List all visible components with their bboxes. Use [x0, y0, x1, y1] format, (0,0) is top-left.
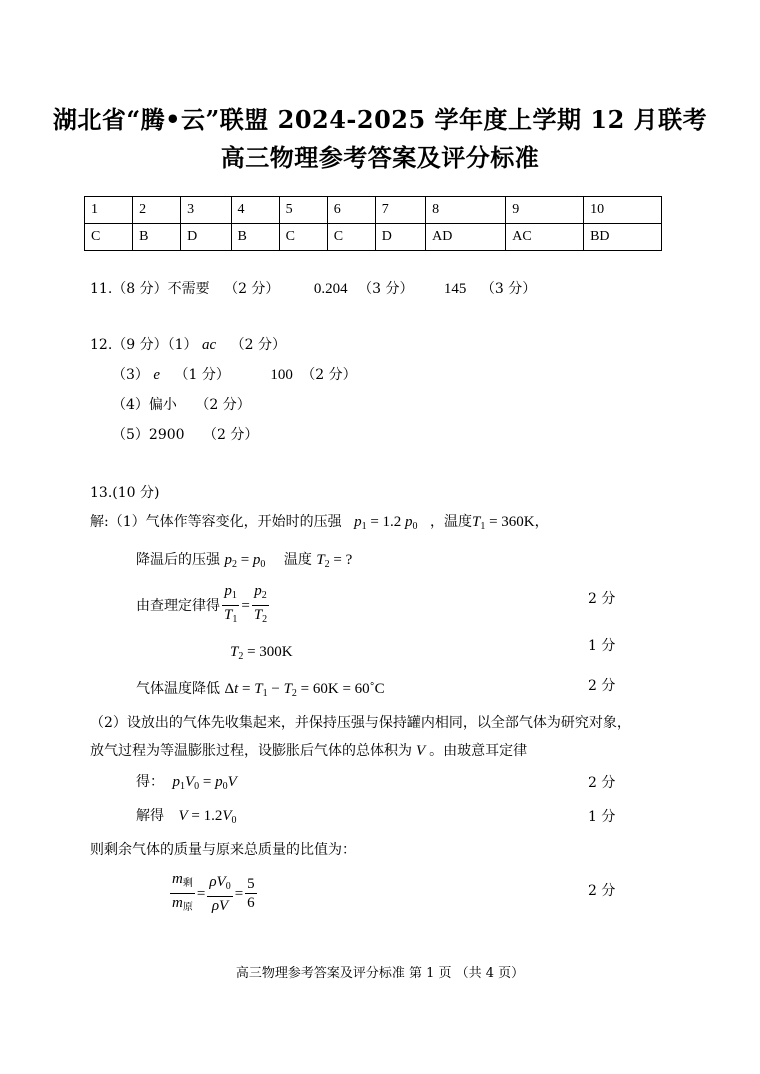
- q13-line-1-end: ，: [534, 514, 549, 530]
- answer-table-number-cell: 8: [426, 197, 506, 224]
- answer-table-number-cell: 4: [231, 197, 279, 224]
- q13-score-7: 1 分: [588, 809, 616, 825]
- q13-score-5: 2 分: [588, 678, 616, 694]
- q13-line-1: [90, 512, 549, 537]
- q12-answer-3: e: [153, 367, 161, 383]
- answer-table-number-cell: 9: [506, 197, 584, 224]
- q13-line-3-text: 由查理定律得: [136, 597, 220, 614]
- q13-frac-density: $\frac{\rho V_0}{\rho V}$: [209, 873, 231, 914]
- q12-score-3b: （2 分）: [301, 367, 357, 383]
- q13-score-9: 2 分: [588, 883, 616, 899]
- q12-line-3: [112, 365, 357, 385]
- q13-line-4: $T_2 = 300K$: [230, 644, 293, 662]
- q13-line-2: [136, 550, 352, 575]
- q12-score-5: （2 分）: [203, 427, 259, 443]
- answer-table-answer-cell: C: [327, 224, 375, 251]
- answer-table-number-cell: 1: [85, 197, 133, 224]
- page-title: 湖北省“腾•云”联盟 2024-2025 学年度上学期 12 月联考: [52, 105, 708, 134]
- q12-part-3: （3）: [112, 367, 149, 383]
- q13-line-8: 则剩余气体的质量与原来总质量的比值为：: [90, 842, 356, 858]
- q13-line-7-text: 解得: [136, 808, 164, 824]
- q11-score-1: （2 分）: [224, 281, 280, 297]
- q13-frac-mass: $\frac{m_剩}{m_原}$: [172, 871, 193, 913]
- q12-label: 12.（9 分）（1）: [90, 337, 198, 353]
- q12-score-1: （2 分）: [230, 337, 286, 353]
- q13-line-6-text: 得：: [136, 774, 164, 790]
- answer-table-number-cell: 5: [279, 197, 327, 224]
- answer-table-number-cell: 6: [327, 197, 375, 224]
- q11-value-3: 145: [443, 281, 467, 297]
- q13-line-6: [136, 772, 237, 797]
- q12-answer-5: （5）2900: [112, 427, 185, 443]
- q13-eq-boyle: $p_1V_0 = p_0V$: [172, 774, 237, 792]
- answer-table-number-cell: 7: [375, 197, 425, 224]
- q13-eq-p1: $p_1 = 1.2$ $p_0$: [354, 514, 418, 532]
- q12-answer-4: （4）偏小: [112, 397, 177, 413]
- q13-part2-text-a: 放气过程为等温膨胀过程，设膨胀后气体的总体积为: [90, 743, 412, 759]
- q13-line-7: [136, 806, 237, 831]
- answer-table-answer-cell: C: [279, 224, 327, 251]
- q13-label: 13.(10 分): [90, 485, 160, 501]
- q13-eq-t1: $T_1 = 360K$: [472, 514, 535, 532]
- q12-answer-3b: 100: [270, 367, 293, 383]
- q13-line-3: 由查理定律得 $\frac{p_1}{T_1}$ = $\frac{p_2}{T_2}$: [136, 582, 271, 629]
- q13-eq-delta-t: $\Delta t = T_1 - T_2 = 60K$ = 60˚C: [224, 681, 385, 699]
- q13-eq-v: $V = 1.2V_0$: [178, 808, 237, 826]
- q13-part2-line-1: （2）设放出的气体先收集起来，并保持压强与保持罐内相同，以全部气体为研究对象，: [90, 715, 631, 731]
- q12-score-4: （2 分）: [195, 397, 251, 413]
- answer-table-number-cell: 10: [584, 197, 662, 224]
- q13-line-1-text: 解:（1）气体作等容变化，开始时的压强: [90, 514, 342, 530]
- q13-frac-result: $\frac{5}{6}$: [247, 876, 255, 911]
- q12-line-1: [90, 335, 286, 355]
- q12-line-5: [112, 425, 258, 445]
- q13-score-4: 1 分: [588, 638, 616, 654]
- answer-table-answer-cell: C: [85, 224, 133, 251]
- q13-line-2-text: 降温后的压强: [136, 552, 220, 568]
- answer-table-number-row: [85, 197, 662, 224]
- answer-table-answer-cell: B: [231, 224, 279, 251]
- answer-table-number-cell: 2: [133, 197, 181, 224]
- q11-score-2: （3 分）: [358, 281, 414, 297]
- q13-line-5-text: 气体温度降低: [136, 681, 220, 697]
- q13-line-5: [136, 679, 385, 704]
- answer-table-answer-cell: D: [375, 224, 425, 251]
- q13-line-1-text2: ，温度: [430, 514, 472, 530]
- answer-table: [84, 196, 662, 251]
- q11-value-2: 0.204: [313, 281, 348, 297]
- q11-label: 11.（8 分）不需要: [90, 281, 210, 297]
- q13-part2-text-b: 。由玻意耳定律: [429, 743, 528, 759]
- q13-line-2-text2: 温度: [283, 552, 312, 568]
- q12-line-4: [112, 395, 251, 415]
- answer-table-answer-row: [85, 224, 662, 251]
- q13-frac-p2-t2: $\frac{p_2}{T_2}$: [253, 583, 268, 625]
- q11-score-3: （3 分）: [480, 281, 537, 297]
- q11-line: [90, 279, 536, 299]
- answer-table-number-cell: 3: [181, 197, 231, 224]
- answer-table-answer-cell: BD: [584, 224, 662, 251]
- answer-table-answer-cell: B: [133, 224, 181, 251]
- answer-table-answer-cell: AC: [506, 224, 584, 251]
- q13-frac-p1-t1: $\frac{p_1}{T_1}$: [224, 583, 238, 625]
- q13-part2-line-2: 放气过程为等温膨胀过程，设膨胀后气体的总体积为 V 。由玻意耳定律: [90, 743, 528, 759]
- q12-score-3: （1 分）: [174, 367, 230, 383]
- q13-score-3: 2 分: [588, 591, 616, 607]
- answer-table-answer-cell: D: [181, 224, 231, 251]
- q13-eq-t2-value: = 300K: [247, 644, 293, 660]
- page-subtitle: 高三物理参考答案及评分标准: [220, 143, 540, 172]
- q13-score-6: 2 分: [588, 775, 616, 791]
- q13-eq-t2: $T_2$ = ?: [316, 552, 353, 570]
- page-footer: 高三物理参考答案及评分标准 第 1 页 （共 4 页）: [235, 966, 525, 981]
- q12-answer-1: ac: [201, 337, 217, 353]
- q13-line-9: $\frac{m_剩}{m_原}$ = $\frac{\rho V_0}{\rho V}$ = $\frac{5}{6}$: [168, 870, 259, 917]
- q13-eq-p2: $p_2 = p_0$: [224, 552, 266, 570]
- answer-table-answer-cell: AD: [426, 224, 506, 251]
